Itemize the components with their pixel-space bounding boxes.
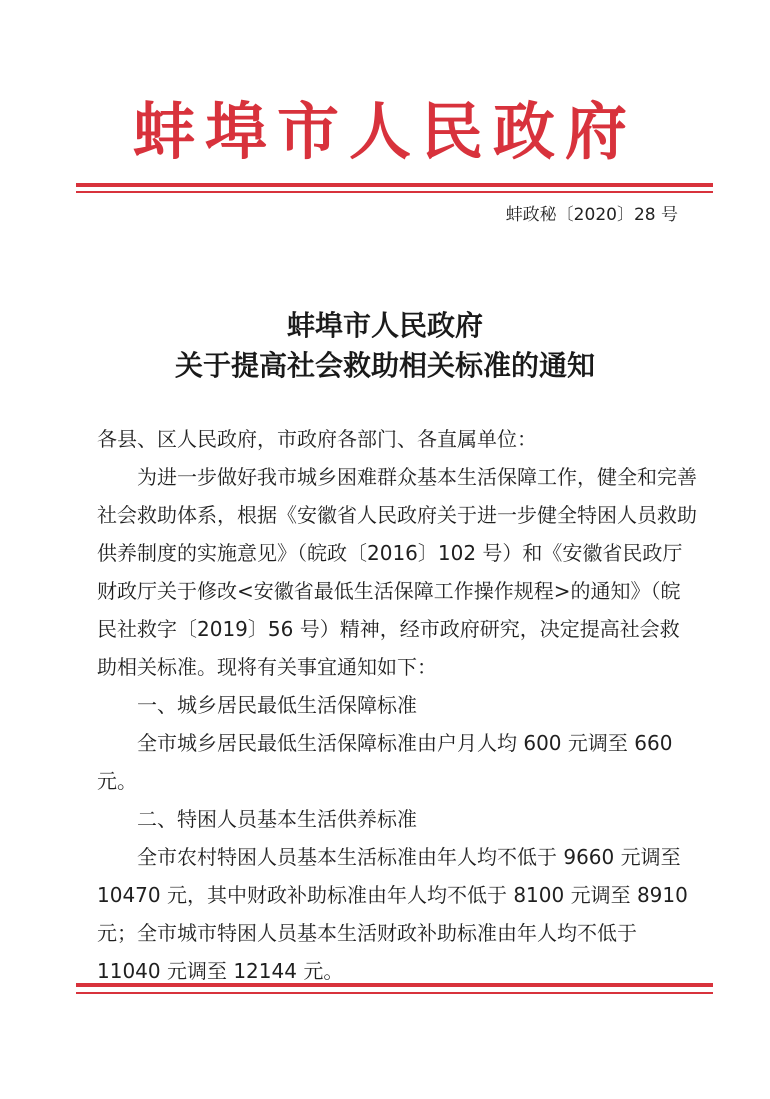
section1-heading: 一、城乡居民最低生活保障标准 (137, 693, 417, 717)
notice-body (97, 420, 697, 990)
footer-red-rule-thick (76, 983, 713, 987)
header-red-rule-thick (76, 183, 713, 187)
notice-title-line1: 蚌埠市人民政府 (286, 309, 483, 342)
header-red-rule-thin (76, 191, 713, 193)
section2-heading: 二、特困人员基本生活供养标准 (137, 807, 417, 831)
intro-paragraph: 为进一步做好我市城乡困难群众基本生活保障工作，健全和完善社会救助体系，根据《安徽省人民政府关于进一步健全特困人员救助供养制度的实施意见》（皖政〔2016〕102 号）和《安徽省民政厅财政厅关于修改<安徽省最低生活保障工作操作规程>的通知》（皖民社救字〔2019〕56 号）精神，经市政府研究，决定提高社会救助相关标准。现将有关事宜通知如下： (97, 465, 697, 679)
notice-title-line2: 关于提高社会救助相关标准的通知 (174, 349, 595, 382)
issuer-header-title: 蚌埠市人民政府 (132, 95, 637, 168)
section2-body: 全市农村特困人员基本生活标准由年人均不低于 9660 元调至 10470 元，其中财政补助标准由年人均不低于 8100 元调至 8910 元；全市城市特困人员基本生活财政补助标准由年人均不低于 11040 元调至 12144 元。 (97, 845, 688, 983)
footer-red-rule-thin (76, 992, 713, 994)
document-number: 蚌政秘〔2020〕28 号 (505, 205, 678, 225)
section1-body: 全市城乡居民最低生活保障标准由户月人均 600 元调至 660 元。 (97, 731, 673, 793)
salutation: 各县、区人民政府，市政府各部门、各直属单位： (97, 427, 537, 451)
